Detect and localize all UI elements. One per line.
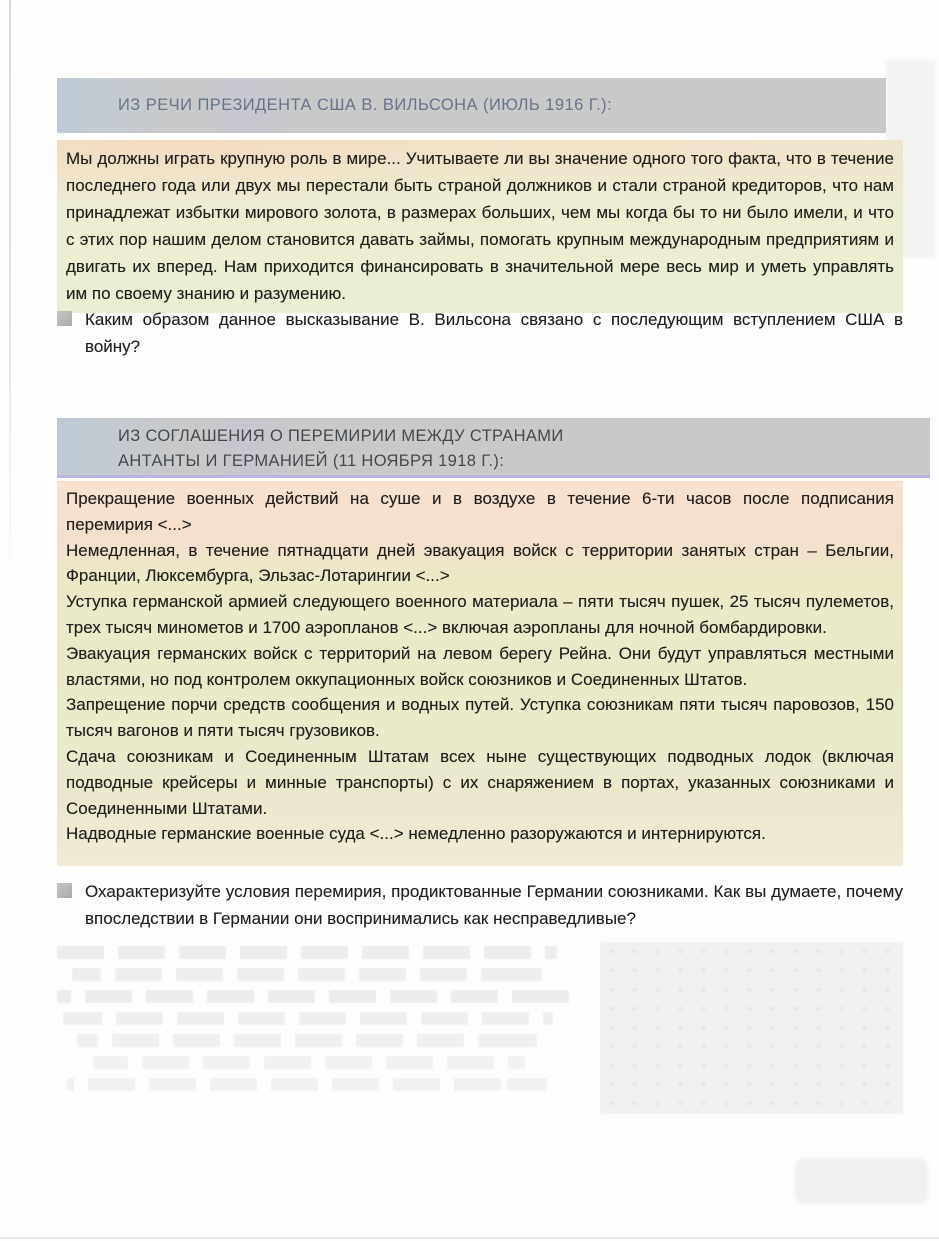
question-bullet-square-icon [57, 883, 72, 898]
section1-question-text: Каким образом данное высказывание В. Вильсона связано с последующим вступлением США в войну? [85, 310, 903, 356]
excerpt-paragraph: Запрещение порчи средств сообщения и водных путей. Уступка союзникам пяти тысяч паровозов, 150 тысяч вагонов и пяти тысяч грузовиков. [66, 695, 894, 741]
section1-question [57, 306, 903, 360]
excerpt-paragraph: Эвакуация германских войск с территорий на левом берегу Рейна. Они будут управляться местными властями, но под контролем оккупационных войск союзников и Соединенных Штатов. [66, 643, 894, 689]
section2-header-title-line2: АНТАНТЫ И ГЕРМАНИЕЙ (11 НОЯБРЯ 1918 Г.): [118, 452, 505, 470]
bleed-row [67, 1078, 547, 1091]
page-bleed-through-patch [600, 942, 903, 1114]
bleed-row [57, 990, 569, 1003]
section2-question-text: Охарактеризуйте условия перемирия, продиктованные Германии союзниками. Как вы думаете, почему впоследствии в Германии они воспринимались как несправедливые? [85, 882, 903, 928]
question-bullet-square-icon [57, 311, 72, 326]
section2-header-title-line1: ИЗ СОГЛАШЕНИЯ О ПЕРЕМИРИИ МЕЖДУ СТРАНАМИ [118, 427, 564, 445]
bleed-row [77, 1034, 537, 1047]
page-corner-artifact [795, 1158, 928, 1204]
section2-header-bar [57, 418, 930, 478]
page-bleed-through-text [57, 946, 585, 1100]
excerpt-paragraph: Сдача союзникам и Соединенным Штатам всех ныне существующих подводных лодок (включая подводные крейсеры и минные транспорты) с их снаряжением в портах, указанных союзниками и Соединенными Штатами. [66, 746, 894, 818]
bleed-row [63, 1012, 553, 1025]
bleed-row [93, 1056, 525, 1069]
excerpt-paragraph: Прекращение военных действий на суше и в воздухе в течение 6-ти часов после подписания перемирия <...> [66, 489, 894, 534]
page-edge-line-bottom [0, 1237, 939, 1239]
section1-header-bar [57, 78, 886, 133]
excerpt-paragraph: Надводные германские военные суда <...> немедленно разоружаются и интернируются. [66, 824, 766, 844]
section2-question [57, 878, 903, 932]
excerpt-paragraph: Мы должны играть крупную роль в мире... Учитываете ли вы значение одного того факта, что в течение последнего года или двух мы перестали быть страной должников и стали страной кредиторов, что нам принадлежат избытки мирового золота, в размерах больших, чем мы когда бы то ни было имели, и что с этих пор нашим делом становится давать займы, помогать крупным международным предприятиям и двигать их вперед. Нам приходится финансировать в значительной мере весь мир и уметь управлять им по своему знанию и разумению. [66, 149, 894, 303]
page-edge-line-left [9, 0, 11, 590]
excerpt-paragraph: Уступка германской армией следующего военного материала – пяти тысяч пушек, 25 тысяч пулеметов, трех тысяч минометов и 1700 аэропланов <...> включая аэропланы для ночной бомбардировки. [66, 592, 894, 637]
section2-excerpt-block [57, 481, 903, 866]
bleed-row [57, 946, 557, 959]
section1-excerpt-block [57, 140, 903, 313]
bleed-row [72, 968, 542, 981]
section1-header-title: ИЗ РЕЧИ ПРЕЗИДЕНТА США В. ВИЛЬСОНА (ИЮЛЬ 1916 Г.): [118, 96, 613, 114]
excerpt-paragraph: Немедленная, в течение пятнадцати дней эвакуация войск с территории занятых стран – Бельгии, Франции, Люксембурга, Эльзас-Лотарингии <...> [66, 540, 894, 586]
